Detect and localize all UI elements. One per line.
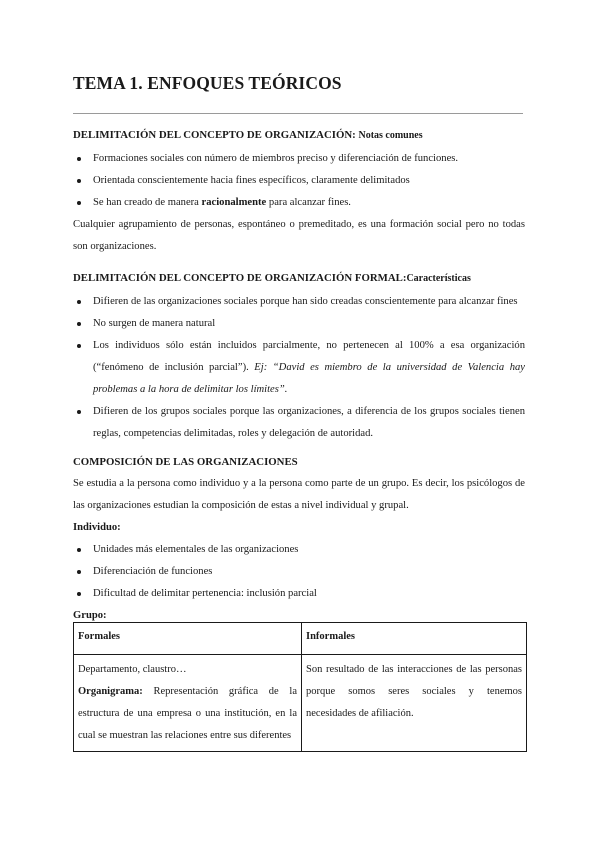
- list-item: [73, 192, 525, 214]
- table-header-row: [74, 623, 527, 655]
- page-title: TEMA 1. ENFOQUES TEÓRICOS: [73, 73, 342, 93]
- list-item: Difieren de las organizaciones sociales porque han sido creadas conscientemente para alcanzar fines: [73, 291, 525, 313]
- bullet-list-individuo: [73, 539, 525, 605]
- section-subheading: Notas comunes: [358, 130, 423, 141]
- list-item-text: Se han creado de manera: [93, 197, 202, 208]
- paragraph-composicion: Se estudia a la persona como individuo y a la persona como parte de un grupo. Es decir, los psicólogos de las organizaciones estudian la composición de estas a nivel individual y grupal.: [73, 478, 525, 511]
- table-cell-bold-label: Organigrama:: [78, 686, 143, 697]
- grupo-table: [73, 622, 527, 752]
- table-cell-informales: Son resultado de las interacciones de las personas porque somos seres sociales y tenemos necesidades de afiliación.: [302, 655, 527, 752]
- section-heading-organizacion: [73, 124, 525, 147]
- list-item-bold-text: racionalmente: [201, 197, 267, 208]
- list-item: Diferenciación de funciones: [73, 561, 525, 583]
- section-heading-organizacion-formal: [73, 267, 525, 290]
- list-item: Orientada conscientemente hacia fines específicos, claramente delimitados: [73, 170, 525, 192]
- list-item: Unidades más elementales de las organizaciones: [73, 539, 525, 561]
- list-item: Difieren de los grupos sociales porque las organizaciones, a diferencia de los grupos sociales tienen reglas, competencias delimitadas, roles y delegación de autoridad.: [73, 401, 525, 445]
- list-item-text: para alcanzar fines.: [266, 197, 351, 208]
- bullet-list-caracteristicas: [73, 291, 525, 445]
- list-item-example: Ej: “David es miembro de la universidad de Valencia hay problemas a la hora de delimitar los límites”.: [93, 362, 525, 395]
- list-item: No surgen de manera natural: [73, 313, 525, 335]
- section-subheading: Características: [406, 273, 471, 284]
- table-cell-organigrama: [78, 681, 297, 747]
- table-cell-text: Representación gráfica de la estructura de una empresa o una institución, en la cual se muestran las relaciones entre sus diferentes: [78, 686, 297, 741]
- list-item: [73, 335, 525, 401]
- list-item-text: Los individuos sólo están incluidos parcialmente, no pertenecen al 100% a esa organización (“fenómeno de inclusión parcial”).: [93, 340, 525, 373]
- table-header-formales: Formales: [74, 623, 302, 655]
- table-cell-line: Departamento, claustro…: [78, 664, 187, 675]
- table-cell-formales: [74, 655, 302, 752]
- table-row: [74, 655, 527, 752]
- bullet-list-notas-comunes: [73, 148, 525, 214]
- title-divider: [73, 113, 523, 114]
- list-item: Dificultad de delimitar pertenencia: inclusión parcial: [73, 583, 525, 605]
- paragraph-agrupamiento: Cualquier agrupamiento de personas, espontáneo o premeditado, es una formación social pero no todas son organizaciones.: [73, 219, 525, 252]
- individuo-label: Individuo:: [73, 522, 121, 533]
- section-heading-composicion: COMPOSICIÓN DE LAS ORGANIZACIONES: [73, 456, 298, 468]
- document-body: [73, 124, 525, 627]
- section-heading-text: DELIMITACIÓN DEL CONCEPTO DE ORGANIZACIÓN:: [73, 129, 356, 141]
- section-heading-text: DELIMITACIÓN DEL CONCEPTO DE ORGANIZACIÓN FORMAL:: [73, 272, 407, 284]
- grupo-label: Grupo:: [73, 610, 107, 621]
- list-item: Formaciones sociales con número de miembros preciso y diferenciación de funciones.: [73, 148, 525, 170]
- table-header-informales: Informales: [302, 623, 527, 655]
